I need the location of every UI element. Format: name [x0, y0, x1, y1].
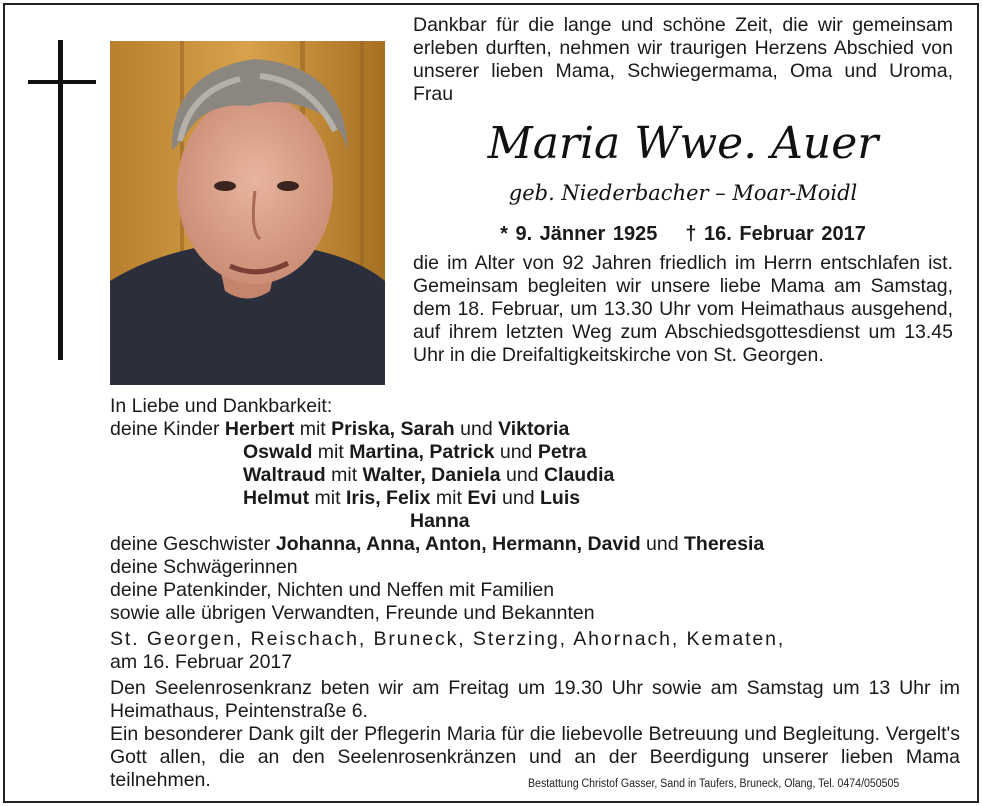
funeral-announcement: die im Alter von 92 Jahren friedlich im Herrn entschlafen ist. Gemeinsam begleiten wir unsere liebe Mama am Samstag, dem 18. Februar, um 13.30 Uhr vom Heimathaus ausgehend, auf ihrem letzten Weg zum Abschiedsgottesdienst um 13.45 Uhr in die Dreifaltigkeitskirche von St. Georgen. [413, 252, 953, 366]
thanks-text: Ein besonderer Dank gilt der Pflegerin Maria für die liebevolle Betreuung und Begleitung. Vergelt's Gott allen, die an den Seelenrosenkränzen und an der Beerdigung unserer lieben Mama teilnehmen. [110, 723, 960, 791]
deceased-name: Maria Wwe. Auer [487, 118, 879, 169]
maiden-name: geb. Niederbacher – Moar-Moidl [508, 181, 858, 205]
place-date: am 16. Februar 2017 [110, 651, 293, 673]
family-heading: In Liebe und Dankbarkeit: [110, 395, 333, 417]
cross-horizontal-bar [28, 80, 96, 84]
birth-date: * 9. Jänner 1925 [500, 223, 658, 245]
grandchild-hanna: Hanna [410, 510, 470, 532]
cross-vertical-bar [58, 40, 63, 360]
rosary-text: Den Seelenrosenkranz beten wir am Freitag um 19.30 Uhr sowie am Samstag um 13 Uhr im Heimathaus, Peintenstraße 6. [110, 677, 960, 722]
children-line-3: Waltraud mit Walter, Daniela und Claudia [243, 464, 615, 486]
family-list [110, 395, 960, 625]
child-name: Waltraud [243, 464, 326, 486]
child-name: Helmut [243, 487, 310, 509]
death-date: † 16. Februar 2017 [685, 223, 866, 245]
godchildren-line: deine Patenkinder, Nichten und Neffen mit Familien [110, 579, 555, 601]
others-line: sowie alle übrigen Verwandten, Freunde und Bekannten [110, 602, 595, 624]
child-name: Herbert [224, 418, 295, 440]
intro-text: Dankbar für die lange und schöne Zeit, die wir gemeinsam erleben durften, nehmen wir traurigen Herzens Abschied von unserer lieben Mama, Schwiegermama, Oma und Uroma, Frau [413, 14, 953, 105]
funeral-home-credit: Bestattung Christof Gasser, Sand in Taufers, Bruneck, Olang, Tel. 0474/050505 [528, 778, 900, 790]
portrait-photo [110, 41, 385, 385]
in-laws-line: deine Schwägerinnen [110, 556, 298, 578]
life-dates [413, 221, 953, 247]
child-name: Oswald [243, 441, 313, 463]
children-line-1: deine Kinder Herbert mit Priska, Sarah und Viktoria [110, 418, 570, 440]
children-line-2: Oswald mit Martina, Patrick und Petra [243, 441, 587, 463]
children-line-4: Helmut mit Iris, Felix mit Evi und Luis [243, 487, 581, 509]
siblings-line: deine Geschwister Johanna, Anna, Anton, Hermann, David und Theresia [110, 533, 765, 555]
places-line: St. Georgen, Reischach, Bruneck, Sterzing, Ahornach, Kematen, [110, 628, 786, 650]
